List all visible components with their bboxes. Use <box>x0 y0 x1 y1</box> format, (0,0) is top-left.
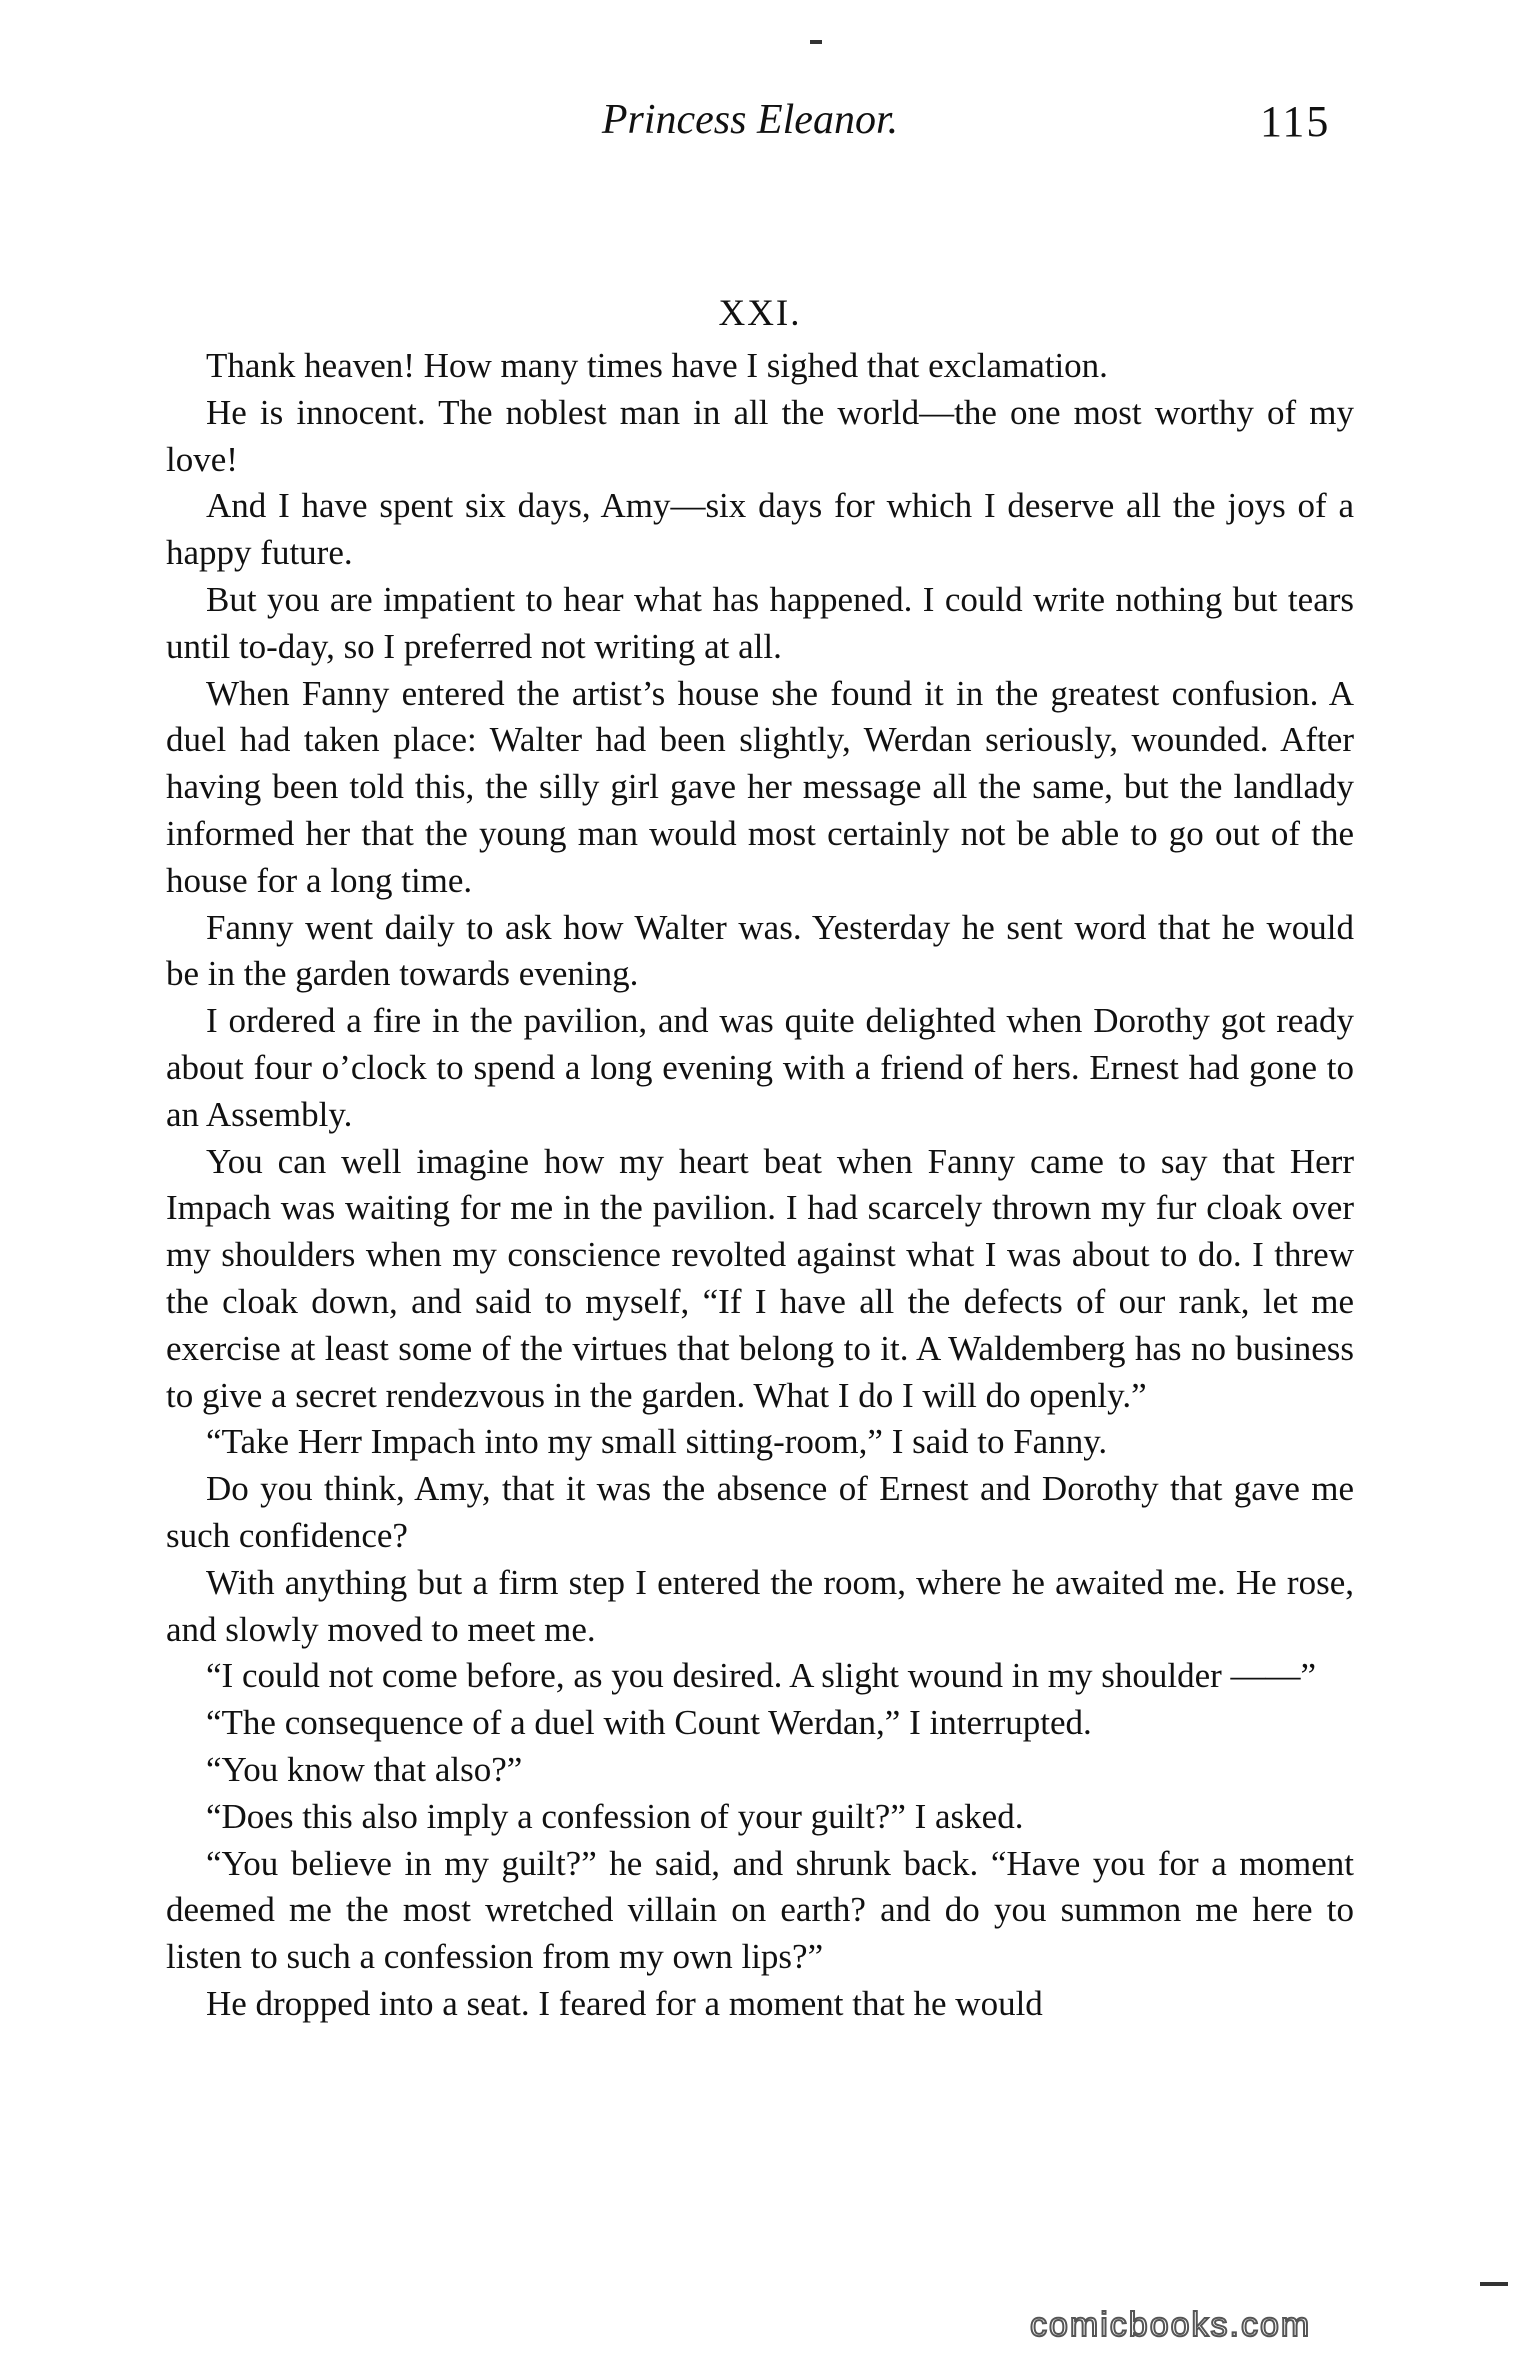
paragraph: “The consequence of a duel with Count Werdan,” I interrupted. <box>206 1703 1092 1743</box>
running-title: Princess Eleanor. <box>601 97 899 143</box>
paragraph: “You believe in my guilt?” he said, and shrunk back. “Have you for a moment deemed me the most wretched villain on earth? and do you summon me here to listen to such a confession from my own lips?” <box>166 1843 1354 1977</box>
paragraph: “Does this also imply a confession of your guilt?” I asked. <box>206 1796 1024 1836</box>
paragraph: He is innocent. The noblest man in all the world—the one most worthy of my love! <box>166 392 1354 479</box>
paragraph: And I have spent six days, Amy—six days for which I deserve all the joys of a happy future. <box>166 486 1354 573</box>
paragraph: “Take Herr Impach into my small sitting-room,” I said to Fanny. <box>206 1422 1108 1462</box>
paragraph: But you are impatient to hear what has happened. I could write nothing but tears until to-day, so I preferred not writing at all. <box>166 579 1354 666</box>
paragraph: With anything but a firm step I entered the room, where he awaited me. He rose, and slowly moved to meet me. <box>166 1562 1354 1649</box>
paragraph: Thank heaven! How many times have I sighed that exclamation. <box>206 346 1108 385</box>
paragraph: He dropped into a seat. I feared for a moment that he would <box>206 1983 1043 2023</box>
paragraph: “You know that also?” <box>206 1749 523 1789</box>
paragraph: I ordered a fire in the pavilion, and was quite delighted when Dorothy got ready about four o’clock to spend a long evening with a friend of hers. Ernest had gone to an Assembly. <box>166 1001 1354 1134</box>
watermark: comicbooks.com <box>1030 2306 1312 2344</box>
paragraph: Do you think, Amy, that it was the absence of Ernest and Dorothy that gave me such confidence? <box>166 1469 1354 1555</box>
paragraph: Fanny went daily to ask how Walter was. Yesterday he sent word that he would be in the garden towards evening. <box>166 907 1354 994</box>
paragraph: “I could not come before, as you desired. A slight wound in my shoulder ——” <box>206 1656 1317 1696</box>
running-header <box>0 96 1520 156</box>
paragraph: You can well imagine how my heart beat when Fanny came to say that Herr Impach was waiting for me in the pavilion. I had scarcely thrown my fur cloak over my shoulders when my conscience revolted against what I was about to do. I threw the cloak down, and said to myself, “If I have all the defects of our rank, let me exercise at least some of the virtues that belong to it. A Waldemberg has no business to give a secret rendezvous in the garden. What I do I will do openly.” <box>166 1141 1354 1415</box>
print-mark-top <box>810 40 822 44</box>
print-mark-margin <box>1480 2282 1508 2286</box>
paragraph: When Fanny entered the artist’s house she found it in the greatest confusion. A duel had taken place: Walter had been slightly, Werdan seriously, wounded. After having been told this, the silly girl gave her message all the same, but the landlady informed her that the young man would most certainly not be able to go out of the house for a long time. <box>166 673 1354 900</box>
chapter-heading: XXI. <box>718 293 802 334</box>
page-number: 115 <box>1260 97 1331 146</box>
body-text <box>166 343 1354 2028</box>
